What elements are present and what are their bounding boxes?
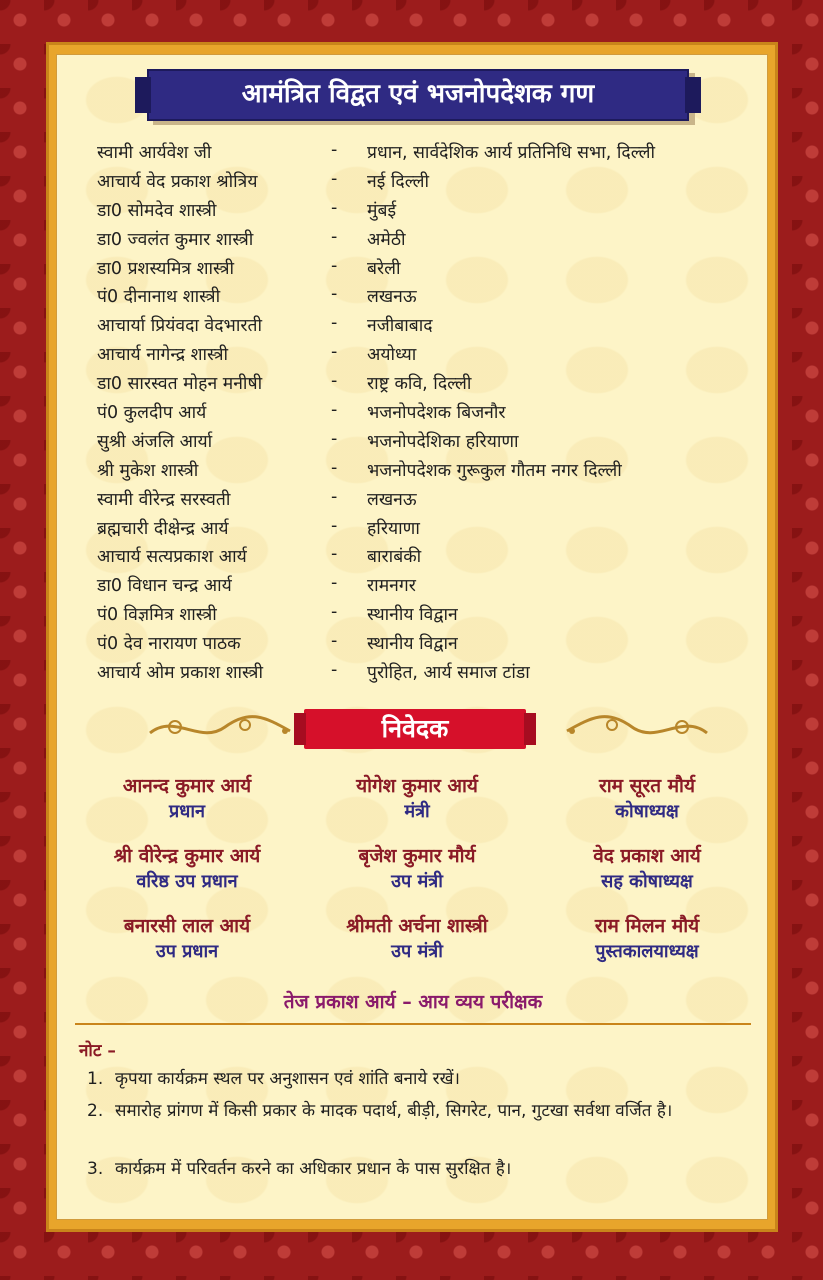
invitee-place: बाराबंकी xyxy=(367,547,422,568)
ornament-left-icon xyxy=(145,705,295,753)
auditor-line: तेज प्रकाश आर्य – आय व्यय परीक्षक xyxy=(283,991,543,1013)
invitee-list xyxy=(97,140,737,689)
organizer-role: पुस्तकालयाध्यक्ष xyxy=(595,941,699,962)
invitee-name: पं0 विज्ञमित्र शास्त्री xyxy=(97,605,217,626)
list-item xyxy=(97,198,737,227)
invitee-place: हरियाणा xyxy=(367,518,420,539)
organizer-role: उप मंत्री xyxy=(391,941,443,962)
invitee-name: पं0 दीनानाथ शास्त्री xyxy=(97,287,221,308)
invitee-name: स्वामी वीरेन्द्र सरस्वती xyxy=(97,489,231,510)
list-item xyxy=(97,602,737,631)
list-item xyxy=(97,227,737,256)
invitee-place: रामनगर xyxy=(367,576,416,597)
invitee-place: राष्ट्र कवि, दिल्ली xyxy=(367,374,472,395)
invitee-place: नजीबाबाद xyxy=(367,316,433,337)
list-item xyxy=(97,429,737,458)
invitee-name: पं0 कुलदीप आर्य xyxy=(97,403,207,424)
ornament-right-icon xyxy=(562,705,712,753)
invitee-place: स्थानीय विद्वान xyxy=(367,605,458,626)
list-item xyxy=(97,631,737,660)
invitee-place: अयोध्या xyxy=(367,345,417,366)
organizer-name: बनारसी लाल आर्य xyxy=(123,915,251,937)
separator: - xyxy=(331,342,338,363)
note-text: समारोह प्रांगण में किसी प्रकार के मादक पदार्थ, बीड़ी, सिगरेट, पान, गुटखा सर्वथा वर्जित है। xyxy=(115,1101,673,1121)
invitee-place: प्रधान, सार्वदेशिक आर्य प्रतिनिधि सभा, दिल्ली xyxy=(367,143,655,163)
separator: - xyxy=(331,515,338,536)
organizer xyxy=(527,773,767,825)
divider xyxy=(75,1023,751,1025)
list-item xyxy=(97,516,737,545)
note-text: कृपया कार्यक्रम स्थल पर अनुशासन एवं शांति बनाये रखें। xyxy=(115,1069,460,1089)
organizer xyxy=(67,843,307,895)
organizer-role: उप मंत्री xyxy=(391,871,443,892)
organizer-name: श्रीमती अर्चना शास्त्री xyxy=(346,915,488,937)
organizer-role: सह कोषाध्यक्ष xyxy=(601,871,693,892)
separator: - xyxy=(331,428,338,449)
separator: - xyxy=(331,457,338,478)
invitee-place: पुरोहित, आर्य समाज टांडा xyxy=(367,663,530,684)
note-text: कार्यक्रम में परिवर्तन करने का अधिकार प्रधान के पास सुरक्षित है। xyxy=(115,1159,512,1179)
list-item xyxy=(97,169,737,198)
nivedak-header xyxy=(57,705,769,753)
organizer xyxy=(297,843,537,895)
invitee-name: आचार्य ओम प्रकाश शास्त्री xyxy=(97,663,263,684)
invitee-name: डा0 प्रशस्यमित्र शास्त्री xyxy=(97,258,235,279)
note-number: 1. xyxy=(87,1069,104,1089)
page-title: आमंत्रित विद्वत एवं भजनोपदेशक गण xyxy=(147,69,689,121)
invitee-name: पं0 देव नारायण पाठक xyxy=(97,634,241,655)
organizer-name: योगेश कुमार आर्य xyxy=(356,775,478,797)
list-item xyxy=(97,487,737,516)
separator: - xyxy=(331,660,338,681)
organizer-role: कोषाध्यक्ष xyxy=(615,801,679,822)
list-item xyxy=(97,371,737,400)
invitee-name: आचार्य वेद प्रकाश श्रोत्रिय xyxy=(97,171,258,192)
organizer-name: आनन्द कुमार आर्य xyxy=(122,775,252,797)
organizer-role: उप प्रधान xyxy=(155,941,219,962)
separator: - xyxy=(331,140,338,160)
list-item xyxy=(97,284,737,313)
invitee-name: सुश्री अंजलि आर्या xyxy=(97,431,213,452)
invitee-place: अमेठी xyxy=(367,229,406,250)
invitee-name: आचार्य नागेन्द्र शास्त्री xyxy=(97,345,229,366)
invitee-name: डा0 विधान चन्द्र आर्य xyxy=(97,576,232,597)
organizer xyxy=(67,773,307,825)
organizer xyxy=(527,913,767,965)
organizer-name: राम मिलन मौर्य xyxy=(594,915,700,937)
invitee-name: डा0 ज्वलंत कुमार शास्त्री xyxy=(97,229,254,250)
organizer-name: बृजेश कुमार मौर्य xyxy=(358,845,476,867)
organizer-name: राम सूरत मौर्य xyxy=(598,775,696,797)
list-item xyxy=(97,573,737,602)
invitee-place: मुंबई xyxy=(367,200,397,221)
invitee-place: भजनोपदेशक गुरूकुल गौतम नगर दिल्ली xyxy=(367,460,622,481)
invitee-place: स्थानीय विद्वान xyxy=(367,634,458,655)
organizer-role: मंत्री xyxy=(404,801,430,822)
separator: - xyxy=(331,197,338,218)
separator: - xyxy=(331,486,338,507)
organizer-name: वेद प्रकाश आर्य xyxy=(593,845,701,867)
invitee-place: बरेली xyxy=(367,258,401,279)
organizer xyxy=(67,913,307,965)
separator: - xyxy=(331,631,338,652)
separator: - xyxy=(331,371,338,392)
invitee-name: श्री मुकेश शास्त्री xyxy=(97,460,199,481)
list-item xyxy=(97,256,737,285)
invitee-name: ब्रह्मचारी दीक्षेन्द्र आर्य xyxy=(97,518,229,539)
note-number: 3. xyxy=(87,1159,104,1179)
invitee-name: आचार्य सत्यप्रकाश आर्य xyxy=(97,547,247,568)
separator: - xyxy=(331,255,338,276)
list-item xyxy=(97,342,737,371)
list-item xyxy=(97,458,737,487)
note-number: 2. xyxy=(87,1101,104,1121)
separator: - xyxy=(331,313,338,334)
invitee-place: लखनऊ xyxy=(367,287,417,308)
list-item xyxy=(97,660,737,689)
organizer-name: श्री वीरेन्द्र कुमार आर्य xyxy=(113,845,261,867)
organizer xyxy=(297,913,537,965)
invitee-place: भजनोपदेशक बिजनौर xyxy=(367,403,506,424)
organizer xyxy=(527,843,767,895)
separator: - xyxy=(331,168,338,189)
invitee-place: लखनऊ xyxy=(367,489,417,510)
invitee-name: स्वामी आर्यवेश जी xyxy=(97,143,212,163)
separator: - xyxy=(331,400,338,421)
nivedak-title: निवेदक xyxy=(304,709,526,749)
organizer-role: प्रधान xyxy=(169,801,205,822)
list-item xyxy=(97,400,737,429)
list-item xyxy=(97,140,737,169)
invitee-place: नई दिल्ली xyxy=(367,171,429,192)
note-title: नोट – xyxy=(79,1041,116,1061)
invitee-name: डा0 सारस्वत मोहन मनीषी xyxy=(97,374,263,395)
separator: - xyxy=(331,602,338,623)
organizer-role: वरिष्ठ उप प्रधान xyxy=(136,871,238,892)
invitee-name: डा0 सोमदेव शास्त्री xyxy=(97,200,217,221)
separator: - xyxy=(331,226,338,247)
list-item xyxy=(97,313,737,342)
organizer xyxy=(297,773,537,825)
separator: - xyxy=(331,573,338,594)
invitation-card xyxy=(56,54,768,1220)
invitee-name: आचार्या प्रियंवदा वेदभारती xyxy=(97,316,263,337)
separator: - xyxy=(331,284,338,305)
separator: - xyxy=(331,544,338,565)
list-item xyxy=(97,544,737,573)
invitee-place: भजनोपदेशिका हरियाणा xyxy=(367,431,519,452)
